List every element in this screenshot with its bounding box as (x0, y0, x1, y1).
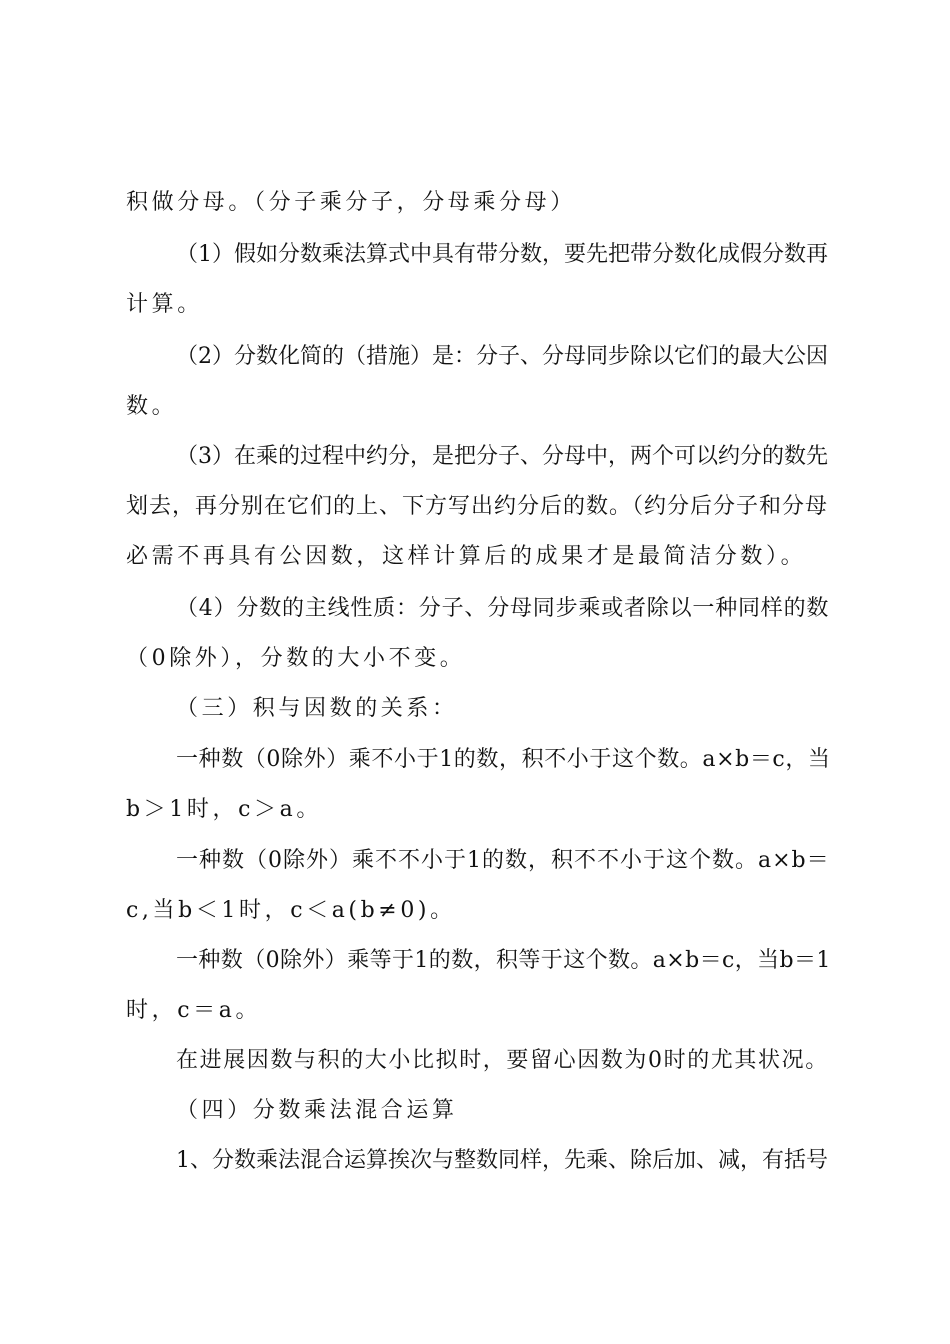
paragraph-line: （1）假如分数乘法算式中具有带分数，要先把带分数化成假分数再 (176, 242, 828, 267)
paragraph-line: 数。 (126, 394, 178, 419)
paragraph-line: 一种数（0除外）乘等于1的数，积等于这个数。a×b＝c，当b＝1 (176, 948, 831, 973)
paragraph-line: 积做分母。（分子乘分子，分母乘分母） (126, 190, 576, 215)
paragraph-line: 1、分数乘法混合运算挨次与整数同样，先乘、除后加、减，有括号 (176, 1148, 828, 1173)
paragraph-line: （0除外），分数的大小不变。 (126, 646, 466, 671)
paragraph-line: c,当b＜1时，c＜a(b≠0)。 (126, 898, 456, 923)
paragraph-line: 计算。 (126, 292, 203, 317)
paragraph-line: （2）分数化简的（措施）是：分子、分母同步除以它们的最大公因 (176, 344, 828, 369)
paragraph-line: 一种数（0除外）乘不不小于1的数，积不不小于这个数。a×b＝ (176, 848, 830, 873)
paragraph-line: （4）分数的主线性质：分子、分母同步乘或者除以一种同样的数 (176, 596, 830, 621)
paragraph-line: 划去，再分别在它们的上、下方写出约分后的数。（约分后分子和分母 (126, 494, 829, 519)
paragraph-line: b＞1时，c＞a。 (126, 797, 322, 822)
paragraph-line: 在进展因数与积的大小比拟时，要留心因数为0时的尤其状况。 (176, 1048, 829, 1073)
paragraph-line: （3）在乘的过程中约分，是把分子、分母中，两个可以约分的数先 (176, 444, 828, 469)
paragraph-line: 必需不再具有公因数，这样计算后的成果才是最简洁分数）。 (126, 544, 807, 569)
section-heading: （四）分数乘法混合运算 (176, 1098, 458, 1123)
paragraph-line: 一种数（0除外）乘不小于1的数，积不小于这个数。a×b＝c，当 (176, 747, 831, 772)
paragraph-line: 时，c＝a。 (126, 998, 262, 1023)
paragraph-line: （三）积与因数的关系： (176, 696, 458, 721)
